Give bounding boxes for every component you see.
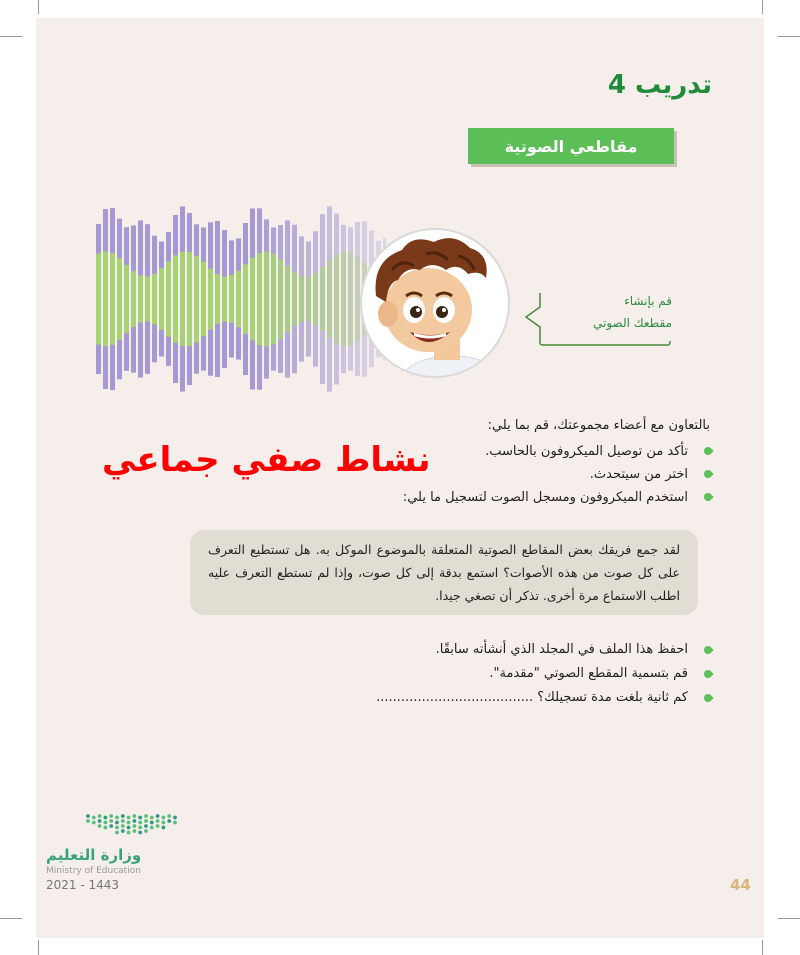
logo-dot (162, 821, 166, 825)
logo-dot (133, 819, 137, 823)
logo-dot (127, 831, 131, 835)
list-item (252, 638, 712, 662)
ministry-name-ar: وزارة التعليم (46, 846, 142, 864)
logo-dot (138, 821, 142, 825)
section-banner: مقاطعي الصوتية (468, 128, 674, 164)
wave-bar-inner (229, 275, 234, 323)
list-item (252, 662, 712, 686)
wave-bar-inner (306, 276, 311, 322)
logo-dot (167, 819, 171, 823)
wave-bar-inner (201, 262, 206, 336)
wave-bar-inner (187, 252, 192, 346)
wave-bar-inner (96, 253, 101, 344)
logo-dot (127, 821, 131, 825)
logo-dot (104, 821, 108, 825)
wave-bar-inner (124, 265, 129, 334)
page-number: 44 (730, 876, 751, 894)
wave-bar-inner (208, 269, 213, 330)
logo-dot (156, 814, 160, 818)
logo-dot (121, 829, 125, 833)
wave-bar-inner (250, 258, 255, 341)
bullet-icon (702, 491, 713, 502)
logo-dot (92, 816, 96, 820)
avatar (360, 228, 510, 378)
wave-bar-inner (152, 274, 157, 325)
logo-dot (144, 814, 148, 818)
logo-dot (150, 826, 154, 830)
list-item-text: قم بتسمية المقطع الصوتي "مقدمة". (489, 666, 688, 681)
activity-label: نشاط صفي جماعي (102, 440, 431, 480)
wave-bar-inner (327, 260, 332, 337)
logo-dot (104, 826, 108, 830)
wave-bar-inner (103, 252, 108, 347)
wave-bar-inner (110, 253, 115, 345)
logo-dot (150, 816, 154, 820)
crop-mark (0, 918, 22, 919)
list-item (252, 486, 712, 509)
crop-mark (38, 940, 39, 955)
list-item (252, 686, 712, 710)
wave-bar-inner (166, 261, 171, 336)
wave-bar-inner (236, 271, 241, 328)
bullet-icon (702, 644, 713, 655)
logo-dot (138, 826, 142, 830)
list-item-text: كم ثانية بلغت مدة تسجيلك؟ ...................................... (376, 690, 688, 705)
bullet-icon (702, 668, 713, 679)
wave-bar-inner (292, 272, 297, 326)
crop-mark (762, 940, 763, 955)
logo-dot (109, 824, 113, 828)
logo-dot (144, 824, 148, 828)
wave-bar-inner (271, 254, 276, 344)
wave-bar-inner (243, 264, 248, 334)
logo-dot (92, 821, 96, 825)
logo-dot (121, 814, 125, 818)
wave-bar-inner (159, 268, 164, 330)
logo-dot (162, 816, 166, 820)
list-item-text: استخدم الميكروفون ومسجل الصوت لتسجيل ما يلي: (402, 490, 688, 505)
crop-mark (778, 918, 800, 919)
wave-bar-inner (299, 276, 304, 322)
page-title: تدريب 4 (607, 70, 712, 100)
bullet-icon (702, 445, 713, 456)
bullet-icon (702, 692, 713, 703)
logo-dot (150, 821, 154, 825)
logo-dot (115, 831, 119, 835)
bubble-text (542, 290, 672, 334)
logo-dot (133, 824, 137, 828)
wave-bar-inner (341, 252, 346, 347)
logo-dot (133, 829, 137, 833)
logo-dot (104, 816, 108, 820)
logo-dot (109, 819, 113, 823)
wave-bar-inner (334, 255, 339, 344)
logo-dot (115, 821, 119, 825)
bullet-icon (702, 468, 713, 479)
wave-bar-inner (194, 256, 199, 343)
wave-bar-inner (285, 266, 290, 332)
sound-wave-illustration (96, 200, 386, 398)
logo-dot (144, 819, 148, 823)
steps-list-2 (252, 638, 712, 710)
logo-dot (98, 819, 102, 823)
ministry-logo-icon (84, 808, 180, 838)
boy-illustration (362, 230, 508, 376)
wave-bar-inner (222, 276, 227, 321)
wave-bar-inner (278, 259, 283, 339)
logo-dot (98, 814, 102, 818)
logo-dot (156, 824, 160, 828)
logo-dot (127, 826, 131, 830)
crop-mark (38, 0, 39, 14)
crop-mark (0, 36, 22, 37)
logo-dot (98, 824, 102, 828)
list-item-text: احفظ هذا الملف في المجلد الذي أنشأته سابقًا. (435, 642, 688, 657)
wave-bar-inner (348, 252, 353, 345)
wave-bar-inner (257, 253, 262, 345)
logo-dot (144, 829, 148, 833)
logo-dot (138, 831, 142, 835)
wave-bar-inner (264, 252, 269, 347)
ministry-name-en: Ministry of Education (46, 866, 141, 876)
logo-dot (121, 824, 125, 828)
wave-bar-inner (173, 255, 178, 342)
bubble-line: قم بإنشاء (624, 294, 672, 308)
bubble-line: مقطعك الصوتي (593, 316, 672, 330)
intro-text: بالتعاون مع أعضاء مجموعتك، قم بما يلي: (487, 418, 710, 433)
logo-dot (173, 816, 177, 820)
logo-dot (133, 814, 137, 818)
logo-dot (115, 826, 119, 830)
crop-mark (762, 0, 763, 14)
logo-dot (138, 816, 142, 820)
logo-dot (86, 814, 90, 818)
wave-bar-inner (145, 276, 150, 321)
logo-dot (86, 819, 90, 823)
logo-dot (109, 814, 113, 818)
logo-dot (127, 816, 131, 820)
logo-dot (121, 819, 125, 823)
wave-bar-inner (313, 273, 318, 325)
wave-bar-inner (117, 258, 122, 340)
logo-dot (167, 814, 171, 818)
wave-bar-inner (320, 267, 325, 331)
wave-bar-inner (138, 275, 143, 322)
logo-dot (115, 816, 119, 820)
list-item-text: اختر من سيتحدث. (589, 467, 688, 482)
logo-dot (156, 819, 160, 823)
year-label: 2021 - 1443 (46, 878, 120, 892)
wave-bar-inner (180, 252, 185, 346)
wave-bar-inner (215, 274, 220, 324)
crop-mark (778, 36, 800, 37)
wave-bar-inner (131, 271, 136, 327)
logo-dot (162, 826, 166, 830)
logo-dot (173, 821, 177, 825)
note-box: لقد جمع فريقك بعض المقاطع الصوتية المتعلقة بالموضوع الموكل به. هل تستطيع التعرف على كل صوت من هذه الأصوات؟ استمع بدقة إلى كل صوت، وإذا لم تستطع التعرف عليه اطلب الاستماع مرة أخرى. تذكر أن تصغي جيدا. (190, 530, 698, 615)
list-item-text: تأكد من توصيل الميكروفون بالحاسب. (485, 444, 688, 459)
